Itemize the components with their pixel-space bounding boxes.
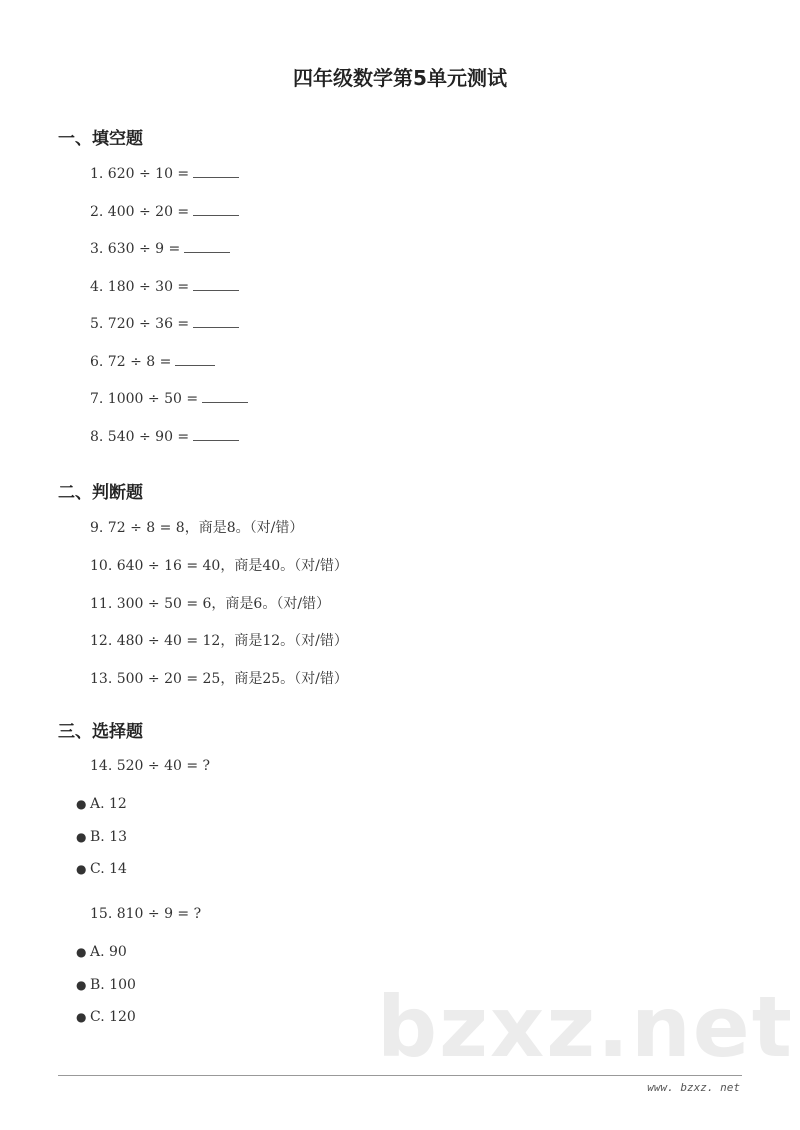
option-label: C. 120 <box>90 1009 136 1025</box>
section-heading-true-false: 二、判断题 <box>58 483 143 503</box>
choice-option[interactable] <box>76 829 127 845</box>
true-false-question: 11. 300 ÷ 50 = 6，商是6。（对/错） <box>90 596 331 612</box>
option-label: A. 90 <box>90 944 127 960</box>
fill-blank-question <box>90 203 239 220</box>
bullet-icon: ● <box>76 1010 87 1024</box>
page-title: 四年级数学第5单元测试 <box>293 66 507 90</box>
bullet-icon: ● <box>76 978 87 992</box>
section-heading-choice: 三、选择题 <box>58 722 143 742</box>
choice-option[interactable] <box>76 977 136 993</box>
bullet-icon: ● <box>76 797 87 811</box>
fill-blank-question <box>90 165 239 182</box>
question-text: 4. 180 ÷ 30 = <box>90 279 190 295</box>
fill-blank-question <box>90 353 215 370</box>
answer-blank[interactable] <box>202 390 248 403</box>
footer-divider <box>58 1075 742 1076</box>
answer-blank[interactable] <box>193 315 239 328</box>
true-false-question: 12. 480 ÷ 40 = 12，商是12。（对/错） <box>90 633 348 649</box>
fill-blank-question <box>90 428 239 445</box>
option-label: C. 14 <box>90 861 127 877</box>
choice-option[interactable] <box>76 944 127 960</box>
bullet-icon: ● <box>76 862 87 876</box>
question-text: 5. 720 ÷ 36 = <box>90 316 190 332</box>
choice-question: 14. 520 ÷ 40 = ? <box>90 758 211 774</box>
answer-blank[interactable] <box>175 353 215 366</box>
option-label: A. 12 <box>90 796 127 812</box>
true-false-question: 10. 640 ÷ 16 = 40，商是40。（对/错） <box>90 558 348 574</box>
true-false-question: 13. 500 ÷ 20 = 25，商是25。（对/错） <box>90 671 348 687</box>
question-text: 3. 630 ÷ 9 = <box>90 241 181 257</box>
section-heading-fill-blank: 一、填空题 <box>58 129 143 149</box>
fill-blank-question <box>90 240 230 257</box>
choice-question: 15. 810 ÷ 9 = ? <box>90 906 202 922</box>
choice-option[interactable] <box>76 1009 136 1025</box>
option-label: B. 13 <box>90 829 128 845</box>
true-false-question: 9. 72 ÷ 8 = 8，商是8。（对/错） <box>90 520 304 536</box>
question-text: 8. 540 ÷ 90 = <box>90 429 190 445</box>
choice-option[interactable] <box>76 861 127 877</box>
question-text: 6. 72 ÷ 8 = <box>90 354 172 370</box>
bullet-icon: ● <box>76 945 87 959</box>
question-text: 7. 1000 ÷ 50 = <box>90 391 199 407</box>
bullet-icon: ● <box>76 830 87 844</box>
answer-blank[interactable] <box>184 240 230 253</box>
question-text: 2. 400 ÷ 20 = <box>90 204 190 220</box>
answer-blank[interactable] <box>193 278 239 291</box>
fill-blank-question <box>90 315 239 332</box>
answer-blank[interactable] <box>193 165 239 178</box>
answer-blank[interactable] <box>193 428 239 441</box>
fill-blank-question <box>90 278 239 295</box>
choice-option[interactable] <box>76 796 127 812</box>
option-label: B. 100 <box>90 977 136 993</box>
footer-url: www. bzxz. net <box>647 1081 740 1094</box>
answer-blank[interactable] <box>193 203 239 216</box>
watermark: bzxz.net <box>377 978 794 1076</box>
fill-blank-question <box>90 390 248 407</box>
question-text: 1. 620 ÷ 10 = <box>90 166 190 182</box>
